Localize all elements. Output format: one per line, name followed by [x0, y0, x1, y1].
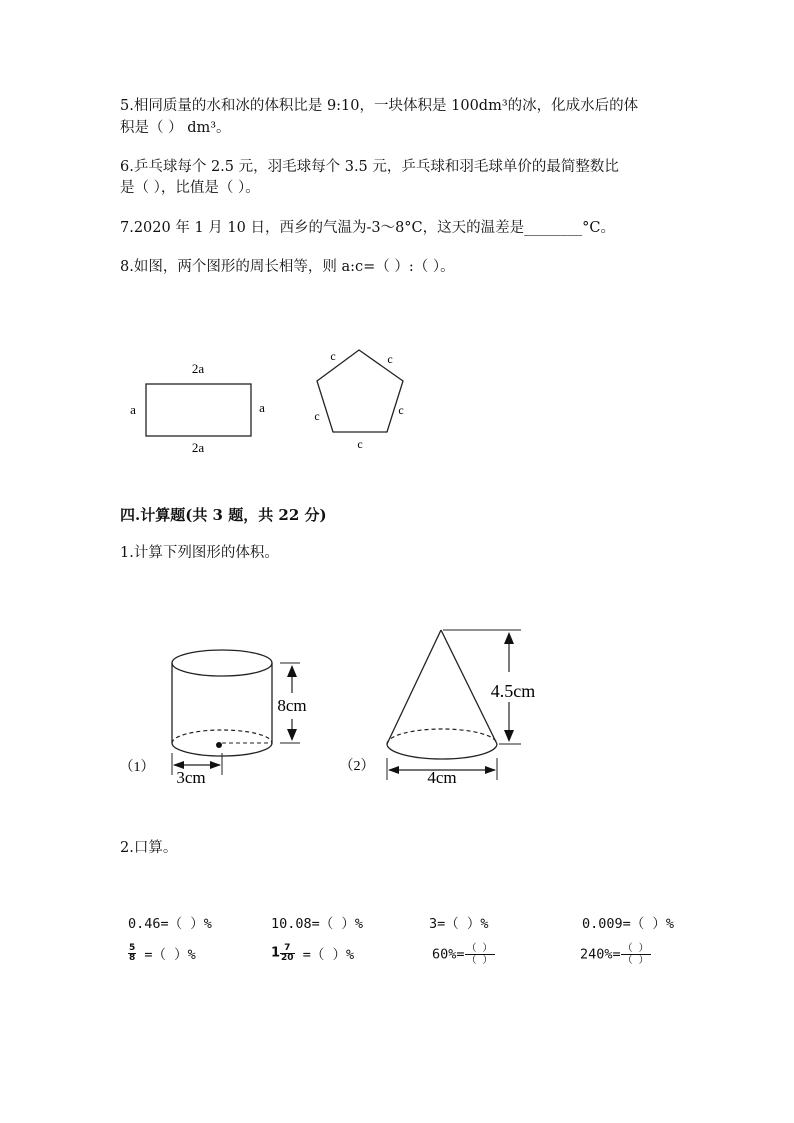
fraction-numerator: （ ） — [466, 943, 493, 954]
section-4-question-1: 1.计算下列图形的体积。 — [120, 545, 279, 561]
pentagon-label-4: c — [357, 437, 363, 451]
calc-lead: 240%= — [580, 946, 621, 963]
question-5-line-1: 5.相同质量的水和冰的体积比是 9:10，一块体积是 100dm³的冰，化成水后的体 — [120, 98, 639, 114]
fraction-numerator: 7 — [280, 944, 295, 954]
cone-diameter-label: 4cm — [427, 768, 457, 787]
fraction-denominator: （ ） — [622, 955, 649, 966]
cone-height-label: 4.5cm — [490, 681, 536, 701]
pentagon-label-3: c — [398, 403, 404, 417]
pentagon-figure — [300, 340, 420, 455]
question-6-line-1: 6.乒乓球每个 2.5 元，羽毛球每个 3.5 元，乒乓球和羽毛球单价的最简整数比 — [120, 159, 619, 175]
rectangle-shape — [146, 384, 251, 436]
fraction-denominator: 8 — [129, 952, 136, 963]
section-4-heading: 四.计算题(共 3 题，共 22 分) — [120, 506, 327, 524]
section-4-question-2: 2.口算。 — [120, 840, 178, 856]
rect-left-label: a — [130, 402, 136, 417]
question-6-line-2: 是（ ），比值是（ ）。 — [120, 180, 260, 196]
calc-r2c2 — [271, 943, 354, 963]
calc-r1c2: 10.08=（ ）% — [271, 916, 364, 932]
calc-r1c4: 0.009=（ ）% — [582, 916, 675, 932]
fraction-7-20 — [280, 944, 295, 963]
calc-tail: =（ ）% — [294, 947, 355, 963]
pentagon-label-5: c — [314, 409, 320, 423]
cylinder-height-label: 8cm — [277, 696, 307, 715]
calc-r2c4 — [580, 943, 651, 966]
mixed-whole: 1 — [271, 945, 281, 961]
rect-right-label: a — [259, 400, 265, 415]
question-8: 8.如图，两个图形的周长相等，则 a:c=（ ）:（ ）。 — [120, 259, 455, 275]
calc-r2c3 — [432, 943, 495, 966]
calc-lead: 60%= — [432, 946, 465, 963]
fraction-numerator: 5 — [129, 942, 136, 953]
question-5-line-2: 积是（ ） dm³。 — [120, 120, 231, 136]
calc-r1c3: 3=（ ）% — [429, 916, 489, 932]
fraction-numerator: （ ） — [622, 943, 649, 954]
cylinder-radius-label: 3cm — [176, 768, 206, 787]
pentagon-label-1: c — [330, 349, 336, 363]
cone-figure — [335, 620, 565, 795]
calc-tail: =（ ）% — [136, 947, 196, 963]
cylinder-figure — [118, 635, 328, 795]
fraction-denominator: 20 — [281, 952, 294, 963]
calc-r2c1 — [128, 943, 196, 963]
fraction-denominator: （ ） — [466, 955, 493, 966]
blank-fraction — [621, 943, 651, 966]
rect-top-label: 2a — [191, 361, 205, 376]
cone-index-label: （2） — [339, 759, 375, 774]
pentagon-label-2: c — [387, 352, 393, 366]
question-7: 7.2020 年 1 月 10 日，西乡的气温为-3～8°C，这天的温差是________°C。 — [120, 220, 615, 236]
cylinder-index-label: （1） — [119, 760, 155, 775]
rectangle-figure — [120, 350, 290, 460]
rect-bottom-label: 2a — [191, 440, 205, 455]
blank-fraction — [465, 943, 495, 966]
calc-r1c1: 0.46=（ ）% — [128, 916, 212, 932]
